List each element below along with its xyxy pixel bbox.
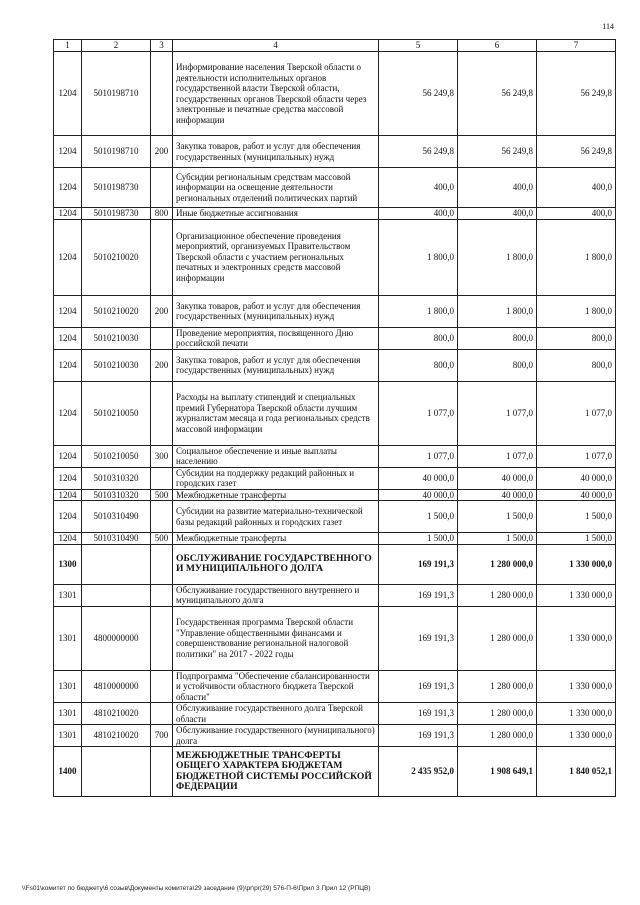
amount-col7-cell: 400,0 — [537, 208, 616, 220]
amount-col6-cell: 1 280 000,0 — [458, 584, 537, 606]
table-body — [54, 52, 616, 797]
column-header: 5 — [379, 40, 458, 52]
amount-col7-cell: 1 800,0 — [537, 219, 616, 295]
target-article-cell: 5010210030 — [82, 349, 151, 381]
target-article-cell: 5010198710 — [82, 136, 151, 168]
description-cell: Информирование населения Тверской области о деятельности исполнительных органов государственной власти Тверской области, государственных органов Тверской области через электронные и печатные средства массовой информации — [173, 52, 379, 136]
table-row — [54, 606, 616, 670]
amount-col5-cell: 400,0 — [379, 208, 458, 220]
description-cell: Социальное обеспечение и иные выплаты населению — [173, 445, 379, 467]
expense-type-cell — [151, 606, 173, 670]
section-code-cell: 1204 — [54, 327, 82, 349]
amount-col6-cell: 1 908 649,1 — [458, 747, 537, 797]
amount-col6-cell: 1 077,0 — [458, 381, 537, 445]
target-article-cell: 5010310320 — [82, 489, 151, 501]
amount-col7-cell: 1 077,0 — [537, 445, 616, 467]
description-cell: Субсидии на развитие материально-технической базы редакций районных и городских газет — [173, 501, 379, 533]
table-row — [54, 584, 616, 606]
column-header: 4 — [173, 40, 379, 52]
amount-col6-cell: 1 280 000,0 — [458, 703, 537, 725]
table-row — [54, 349, 616, 381]
description-cell: Межбюджетные трансферты — [173, 533, 379, 545]
amount-col6-cell: 1 280 000,0 — [458, 670, 537, 703]
amount-col6-cell: 56 249,8 — [458, 52, 537, 136]
description-cell: Субсидии региональным средствам массовой информации на освещение деятельности региональных отделений политических партий — [173, 168, 379, 208]
amount-col7-cell: 1 330 000,0 — [537, 725, 616, 747]
target-article-cell: 4810000000 — [82, 670, 151, 703]
description-cell: Закупка товаров, работ и услуг для обеспечения государственных (муниципальных) нужд — [173, 349, 379, 381]
table-row — [54, 445, 616, 467]
description-cell: Расходы на выплату стипендий и специальных премий Губернатора Тверской области лучшим журналистам месяца и года региональных средств массовой информации — [173, 381, 379, 445]
amount-col6-cell: 1 077,0 — [458, 445, 537, 467]
target-article-cell: 5010310490 — [82, 501, 151, 533]
table-row — [54, 52, 616, 136]
expense-type-cell — [151, 52, 173, 136]
expense-type-cell — [151, 501, 173, 533]
amount-col5-cell: 400,0 — [379, 168, 458, 208]
amount-col5-cell: 1 500,0 — [379, 501, 458, 533]
target-article-cell: 5010210030 — [82, 327, 151, 349]
description-cell: Государственная программа Тверской области "Управление общественными финансами и совершенствование региональной налоговой политики" на 2017 - 2022 годы — [173, 606, 379, 670]
expense-type-cell — [151, 327, 173, 349]
header-row — [54, 40, 616, 52]
description-cell: Обслуживание государственного долга Тверской области — [173, 703, 379, 725]
section-code-cell: 1204 — [54, 295, 82, 327]
target-article-cell: 4810210020 — [82, 725, 151, 747]
amount-col7-cell: 1 500,0 — [537, 501, 616, 533]
page-number: 114 — [602, 22, 614, 31]
description-cell: Обслуживание государственного (муниципального) долга — [173, 725, 379, 747]
table-row — [54, 467, 616, 489]
section-code-cell: 1204 — [54, 489, 82, 501]
section-code-cell: 1300 — [54, 544, 82, 584]
column-header: 2 — [82, 40, 151, 52]
target-article-cell: 5010210050 — [82, 445, 151, 467]
table-row — [54, 703, 616, 725]
amount-col5-cell: 800,0 — [379, 349, 458, 381]
amount-col7-cell: 1 840 052,1 — [537, 747, 616, 797]
description-cell: Иные бюджетные ассигнования — [173, 208, 379, 220]
description-cell: Субсидии на поддержку редакций районных и городских газет — [173, 467, 379, 489]
amount-col7-cell: 1 330 000,0 — [537, 584, 616, 606]
amount-col5-cell: 169 191,3 — [379, 703, 458, 725]
amount-col5-cell: 169 191,3 — [379, 544, 458, 584]
table-row — [54, 544, 616, 584]
column-header: 3 — [151, 40, 173, 52]
amount-col7-cell: 400,0 — [537, 168, 616, 208]
table-row — [54, 295, 616, 327]
table-row — [54, 208, 616, 220]
expense-type-cell: 200 — [151, 349, 173, 381]
table-row — [54, 533, 616, 545]
amount-col7-cell: 1 330 000,0 — [537, 670, 616, 703]
amount-col5-cell: 1 800,0 — [379, 295, 458, 327]
amount-col7-cell: 1 330 000,0 — [537, 703, 616, 725]
amount-col7-cell: 800,0 — [537, 327, 616, 349]
target-article-cell: 5010198730 — [82, 208, 151, 220]
target-article-cell: 4800000000 — [82, 606, 151, 670]
column-header: 6 — [458, 40, 537, 52]
target-article-cell: 5010198710 — [82, 52, 151, 136]
amount-col5-cell: 169 191,3 — [379, 725, 458, 747]
description-cell: Подпрограмма "Обеспечение сбалансированности и устойчивости областного бюджета Тверской области" — [173, 670, 379, 703]
description-cell: Межбюджетные трансферты — [173, 489, 379, 501]
table-row — [54, 489, 616, 501]
section-code-cell: 1204 — [54, 467, 82, 489]
section-code-cell: 1204 — [54, 533, 82, 545]
expense-type-cell — [151, 544, 173, 584]
target-article-cell: 5010310490 — [82, 533, 151, 545]
amount-col6-cell: 1 500,0 — [458, 501, 537, 533]
amount-col5-cell: 800,0 — [379, 327, 458, 349]
amount-col7-cell: 1 077,0 — [537, 381, 616, 445]
description-cell: ОБСЛУЖИВАНИЕ ГОСУДАРСТВЕННОГО И МУНИЦИПАЛЬНОГО ДОЛГА — [173, 544, 379, 584]
expense-type-cell: 300 — [151, 445, 173, 467]
amount-col5-cell: 2 435 952,0 — [379, 747, 458, 797]
expense-type-cell: 800 — [151, 208, 173, 220]
expense-type-cell — [151, 219, 173, 295]
target-article-cell: 5010210020 — [82, 295, 151, 327]
section-code-cell: 1204 — [54, 208, 82, 220]
amount-col6-cell: 40 000,0 — [458, 489, 537, 501]
section-code-cell: 1204 — [54, 136, 82, 168]
table-row — [54, 219, 616, 295]
description-cell: Обслуживание государственного внутреннего и муниципального долга — [173, 584, 379, 606]
amount-col6-cell: 1 280 000,0 — [458, 544, 537, 584]
target-article-cell: 5010210020 — [82, 219, 151, 295]
section-code-cell: 1204 — [54, 168, 82, 208]
amount-col6-cell: 800,0 — [458, 327, 537, 349]
amount-col6-cell: 800,0 — [458, 349, 537, 381]
amount-col7-cell: 1 800,0 — [537, 295, 616, 327]
table-row — [54, 327, 616, 349]
amount-col5-cell: 169 191,3 — [379, 584, 458, 606]
table-row — [54, 381, 616, 445]
expense-type-cell: 500 — [151, 489, 173, 501]
description-cell: Проведение мероприятия, посвященного Дню российской печати — [173, 327, 379, 349]
target-article-cell: 5010210050 — [82, 381, 151, 445]
amount-col5-cell: 40 000,0 — [379, 467, 458, 489]
table-row — [54, 670, 616, 703]
expense-type-cell — [151, 584, 173, 606]
amount-col6-cell: 1 800,0 — [458, 295, 537, 327]
section-code-cell: 1204 — [54, 349, 82, 381]
amount-col6-cell: 1 500,0 — [458, 533, 537, 545]
description-cell: Закупка товаров, работ и услуг для обеспечения государственных (муниципальных) нужд — [173, 136, 379, 168]
target-article-cell — [82, 584, 151, 606]
amount-col6-cell: 400,0 — [458, 168, 537, 208]
table-row — [54, 747, 616, 797]
description-cell: Закупка товаров, работ и услуг для обеспечения государственных (муниципальных) нужд — [173, 295, 379, 327]
expense-type-cell: 200 — [151, 136, 173, 168]
expense-type-cell — [151, 670, 173, 703]
amount-col7-cell: 56 249,8 — [537, 52, 616, 136]
amount-col5-cell: 1 077,0 — [379, 445, 458, 467]
section-code-cell: 1301 — [54, 606, 82, 670]
section-code-cell: 1301 — [54, 703, 82, 725]
section-code-cell: 1204 — [54, 52, 82, 136]
amount-col5-cell: 56 249,8 — [379, 136, 458, 168]
expense-type-cell — [151, 467, 173, 489]
amount-col6-cell: 1 800,0 — [458, 219, 537, 295]
amount-col7-cell: 40 000,0 — [537, 489, 616, 501]
column-header: 1 — [54, 40, 82, 52]
section-code-cell: 1204 — [54, 219, 82, 295]
table-row — [54, 168, 616, 208]
expense-type-cell: 700 — [151, 725, 173, 747]
amount-col6-cell: 56 249,8 — [458, 136, 537, 168]
section-code-cell: 1204 — [54, 445, 82, 467]
amount-col6-cell: 400,0 — [458, 208, 537, 220]
target-article-cell: 5010310320 — [82, 467, 151, 489]
expense-type-cell: 200 — [151, 295, 173, 327]
amount-col7-cell: 800,0 — [537, 349, 616, 381]
target-article-cell: 5010198730 — [82, 168, 151, 208]
expense-type-cell — [151, 168, 173, 208]
target-article-cell: 4810210020 — [82, 703, 151, 725]
section-code-cell: 1204 — [54, 381, 82, 445]
amount-col7-cell: 56 249,8 — [537, 136, 616, 168]
table-row — [54, 725, 616, 747]
file-path-footer: \\Fs01\комитет по бюджету\6 созыв\Документы комитета\29 заседание (9)\pr\pr(29) 576-П-6\Прил 3 Прил 12 (РПЦВ) — [22, 885, 371, 892]
amount-col5-cell: 169 191,3 — [379, 606, 458, 670]
table-row — [54, 136, 616, 168]
expense-type-cell — [151, 381, 173, 445]
amount-col7-cell: 1 330 000,0 — [537, 544, 616, 584]
table-row — [54, 501, 616, 533]
budget-table — [53, 39, 616, 797]
amount-col5-cell: 1 077,0 — [379, 381, 458, 445]
section-code-cell: 1204 — [54, 501, 82, 533]
expense-type-cell — [151, 747, 173, 797]
amount-col7-cell: 40 000,0 — [537, 467, 616, 489]
target-article-cell — [82, 747, 151, 797]
expense-type-cell — [151, 703, 173, 725]
section-code-cell: 1301 — [54, 584, 82, 606]
column-header: 7 — [537, 40, 616, 52]
expense-type-cell: 500 — [151, 533, 173, 545]
amount-col6-cell: 1 280 000,0 — [458, 725, 537, 747]
section-code-cell: 1301 — [54, 670, 82, 703]
amount-col5-cell: 40 000,0 — [379, 489, 458, 501]
amount-col7-cell: 1 500,0 — [537, 533, 616, 545]
amount-col5-cell: 1 500,0 — [379, 533, 458, 545]
amount-col5-cell: 169 191,3 — [379, 670, 458, 703]
amount-col6-cell: 1 280 000,0 — [458, 606, 537, 670]
section-code-cell: 1301 — [54, 725, 82, 747]
section-code-cell: 1400 — [54, 747, 82, 797]
target-article-cell — [82, 544, 151, 584]
amount-col5-cell: 56 249,8 — [379, 52, 458, 136]
description-cell: Организационное обеспечение проведения мероприятий, организуемых Правительством Тверской области с участием региональных печатных и электронных средств массовой информации — [173, 219, 379, 295]
amount-col6-cell: 40 000,0 — [458, 467, 537, 489]
amount-col5-cell: 1 800,0 — [379, 219, 458, 295]
amount-col7-cell: 1 330 000,0 — [537, 606, 616, 670]
description-cell: МЕЖБЮДЖЕТНЫЕ ТРАНСФЕРТЫ ОБЩЕГО ХАРАКТЕРА БЮДЖЕТАМ БЮДЖЕТНОЙ СИСТЕМЫ РОССИЙСКОЙ ФЕДЕРАЦИИ — [173, 747, 379, 797]
